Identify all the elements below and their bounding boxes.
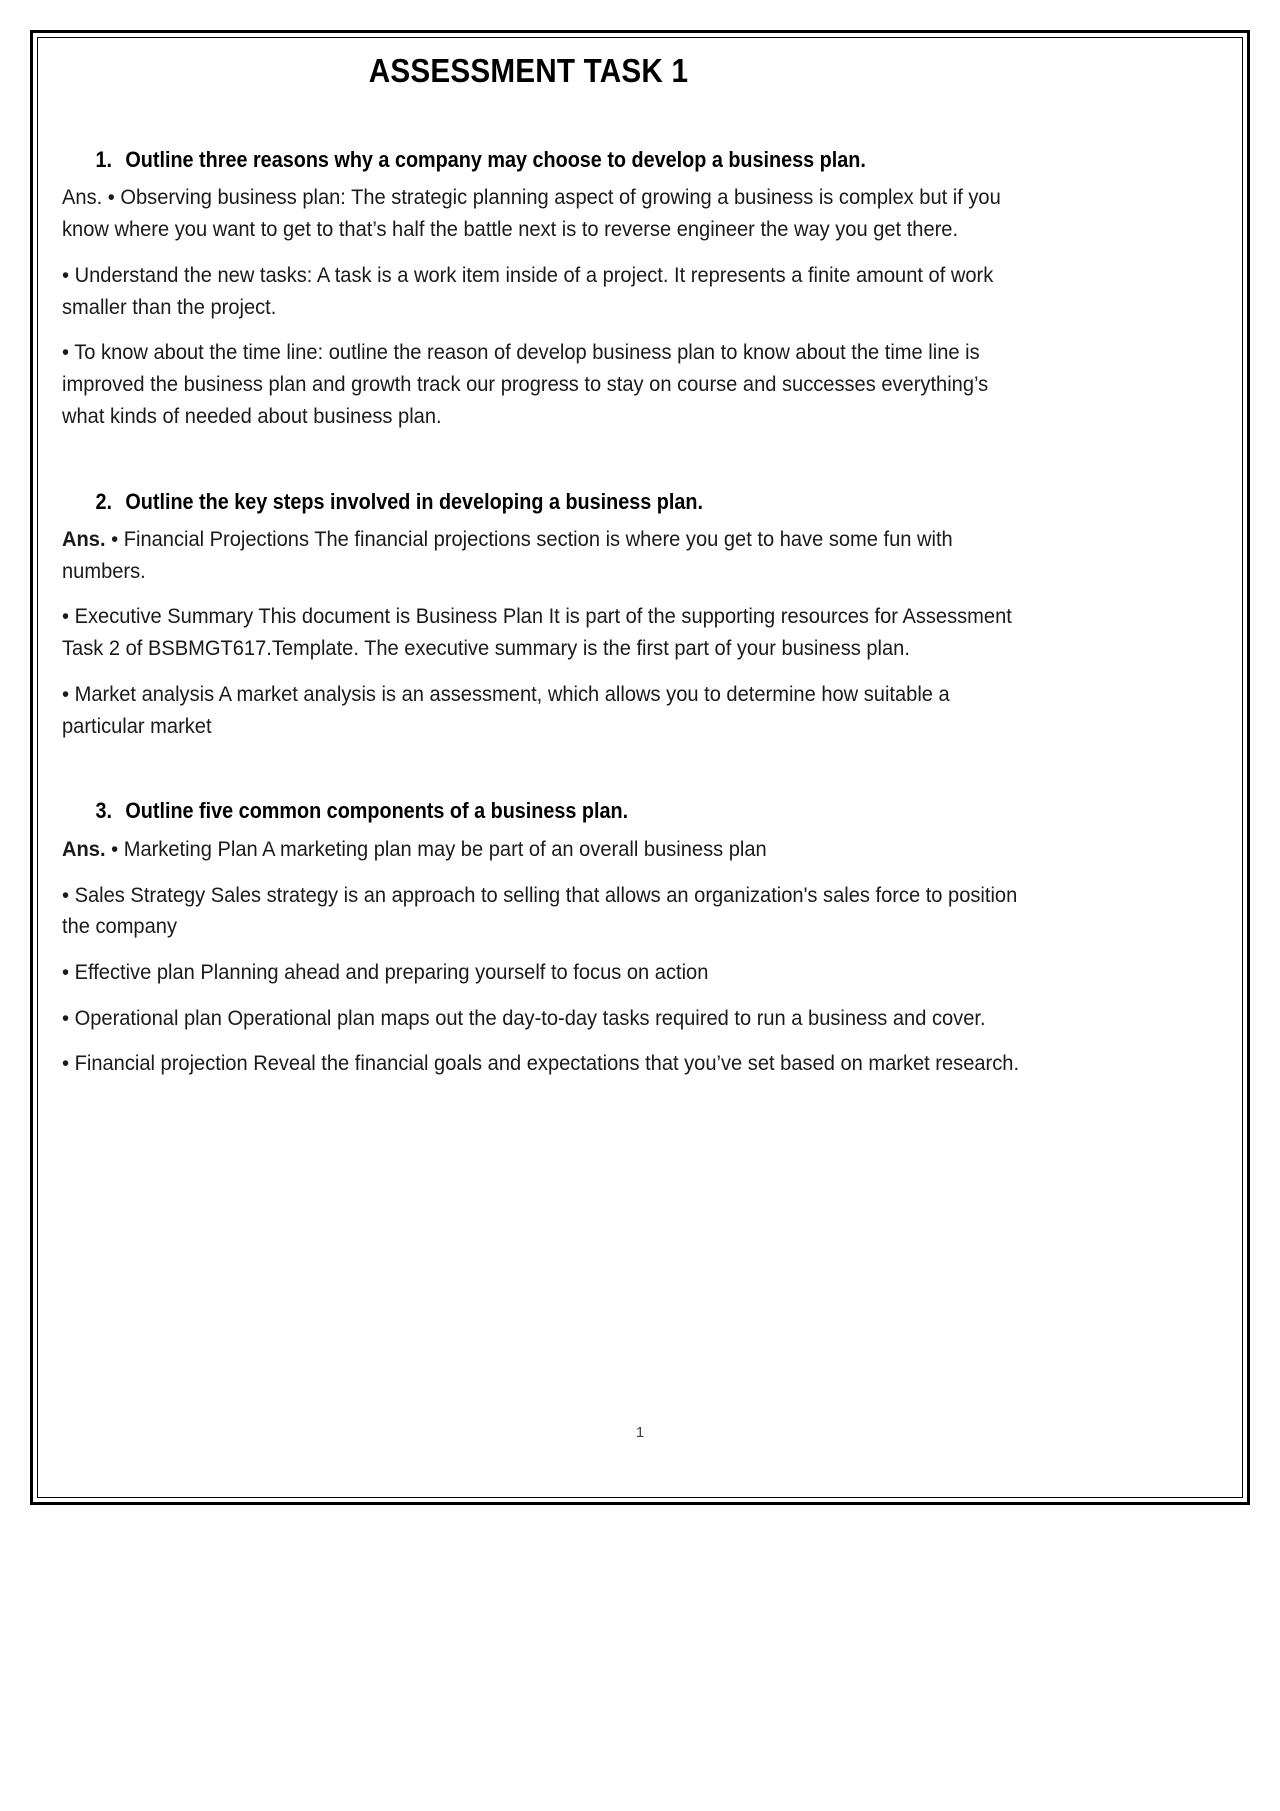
question-1-text: Outline three reasons why a company may choose to develop a business plan. — [125, 146, 866, 172]
spacer — [62, 432, 1022, 488]
question-1-heading — [62, 146, 907, 173]
question-3-answer-paragraph-3: • Effective plan Planning ahead and preparing yourself to focus on action — [62, 959, 709, 984]
answer-body-q2: • Financial Projections The financial projections section is where you get to have some fun with numbers. — [62, 525, 953, 583]
question-3-heading — [62, 797, 907, 824]
spacer — [62, 942, 1022, 956]
question-2-number: 2. — [95, 488, 112, 514]
answer-body-q1: • Observing business plan: The strategic planning aspect of growing a business is complex but if you know where you want to get to that’s half the battle next is to reverse engineer the way you get there. — [62, 184, 1001, 242]
spacer — [62, 865, 1022, 879]
spacer — [62, 245, 1022, 259]
page-content — [62, 52, 1022, 1079]
spacer — [62, 741, 1022, 797]
spacer — [62, 515, 1022, 523]
answer-body-q3: • Marketing Plan A marketing plan may be part of an overall business plan — [105, 835, 767, 861]
spacer — [62, 664, 1022, 678]
question-3-number: 3. — [95, 798, 112, 824]
page-title: ASSESSMENT TASK 1 — [368, 52, 689, 89]
spacer — [62, 1033, 1022, 1047]
spacer — [62, 90, 1022, 146]
page-number-footer: 1 — [635, 1424, 645, 1441]
answer-label-q3: Ans. — [62, 835, 106, 861]
spacer — [62, 988, 1022, 1002]
question-3-text: Outline five common components of a business plan. — [125, 798, 629, 824]
question-1-answer-paragraph-2: • Understand the new tasks: A task is a work item inside of a project. It represents a finite amount of work smaller than the project. — [62, 261, 994, 319]
question-3-answer-paragraph-2: • Sales Strategy Sales strategy is an approach to selling that allows an organization's sales force to position the company — [62, 881, 1018, 939]
question-1-answer-paragraph-1 — [62, 181, 1022, 244]
answer-label-q1: Ans. — [62, 184, 103, 210]
question-1-number: 1. — [95, 146, 112, 172]
spacer — [62, 173, 1022, 181]
question-2-heading — [62, 488, 907, 515]
question-3-answer-paragraph-1 — [62, 833, 1022, 865]
spacer — [62, 322, 1022, 336]
question-3-answer-paragraph-4: • Operational plan Operational plan maps out the day-to-day tasks required to run a business and cover. — [62, 1004, 986, 1030]
question-1-answer-paragraph-3: • To know about the time line: outline the reason of develop business plan to know about the time line is improved the business plan and growth track our progress to stay on course and successes everything’s what kinds of needed about business plan. — [62, 339, 989, 428]
answer-label-q2: Ans. — [62, 525, 106, 551]
question-3-answer-paragraph-5: • Financial projection Reveal the financial goals and expectations that you’ve set based on market research. — [62, 1050, 1020, 1076]
spacer — [62, 586, 1022, 600]
question-2-answer-paragraph-3: • Market analysis A market analysis is an assessment, which allows you to determine how suitable a particular market — [62, 680, 950, 738]
spacer — [62, 825, 1022, 833]
question-2-answer-paragraph-1 — [62, 523, 1022, 586]
question-2-answer-paragraph-2: • Executive Summary This document is Business Plan It is part of the supporting resources for Assessment Task 2 of BSBMGT617.Template. The executive summary is the first part of your business plan. — [62, 603, 1012, 661]
question-2-text: Outline the key steps involved in developing a business plan. — [125, 488, 704, 514]
